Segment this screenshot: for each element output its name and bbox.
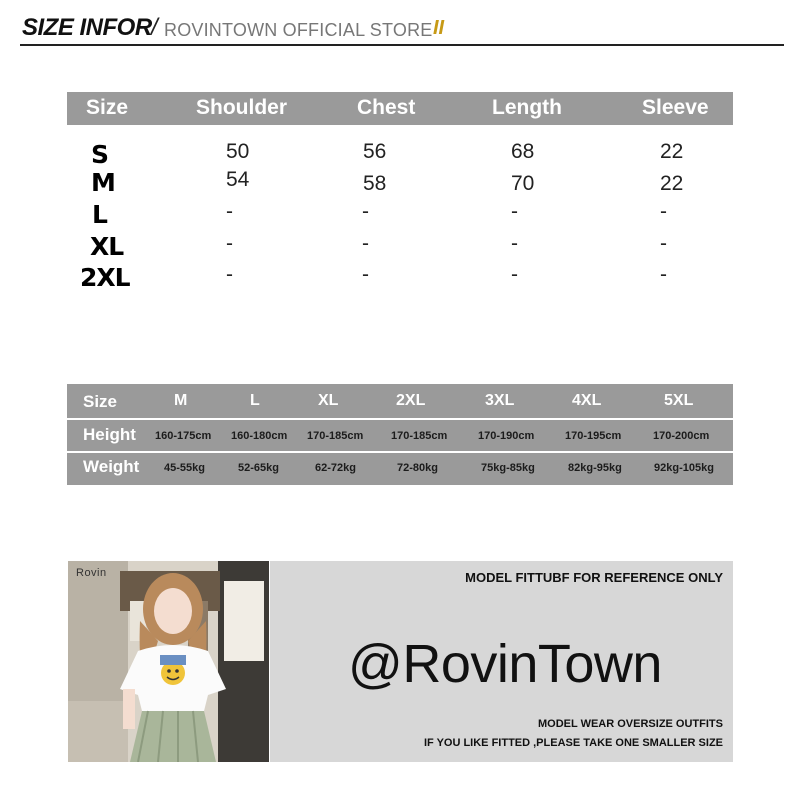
shoulder-value: -: [226, 263, 233, 286]
size-label: L: [92, 200, 107, 229]
brand-handle: @RovinTown: [348, 634, 662, 694]
sleeve-value: 22: [660, 172, 684, 195]
measurement-row-l: [67, 200, 733, 230]
size-row-label: Size: [83, 392, 118, 411]
size-label: 2XL: [80, 263, 130, 292]
weight-cell: 82kg-95kg: [568, 462, 622, 474]
size-m: M: [174, 392, 188, 409]
header-title: SIZE INFOR: [22, 14, 152, 41]
store-name: ROVINTOWN OFFICIAL STORE: [164, 20, 433, 40]
size-l: L: [250, 392, 260, 409]
weight-cell: 62-72kg: [315, 462, 356, 474]
weight-cell: 75kg-85kg: [481, 462, 535, 474]
chest-value: -: [362, 200, 369, 223]
size-label: S: [91, 140, 109, 169]
fitted-note: IF YOU LIKE FITTED ,PLEASE TAKE ONE SMALLER SIZE: [423, 737, 723, 749]
size-4xl: 4XL: [572, 392, 602, 409]
model-illustration: [68, 561, 269, 762]
chest-value: -: [362, 263, 369, 286]
shoulder-value: -: [226, 200, 233, 223]
size-row: [67, 384, 733, 416]
sleeve-value: -: [660, 200, 667, 223]
chest-value: 58: [363, 172, 387, 195]
measurement-row-m: [67, 168, 733, 198]
size-3xl: 3XL: [485, 392, 515, 409]
header-length: Length: [492, 96, 562, 119]
size-2xl: 2XL: [396, 392, 426, 409]
header-mark: II: [433, 17, 445, 39]
sleeve-value: -: [660, 263, 667, 286]
shoulder-value: 50: [226, 140, 250, 163]
header-slash: /: [151, 14, 158, 41]
info-panel: [270, 561, 733, 762]
model-photo: [68, 561, 269, 762]
shoulder-value: 54: [226, 168, 250, 191]
chest-value: -: [362, 232, 369, 255]
shoulder-value: -: [226, 232, 233, 255]
length-value: -: [511, 200, 518, 223]
weight-row-label: Weight: [83, 457, 140, 476]
header-size: Size: [86, 96, 129, 119]
length-value: 68: [511, 140, 535, 163]
photo-watermark: Rovin: [76, 567, 107, 579]
reference-note: MODEL FITTUBF FOR REFERENCE ONLY: [465, 570, 723, 585]
measurement-row-s: [67, 140, 733, 170]
weight-cell: 45-55kg: [164, 462, 205, 474]
height-cell: 170-195cm: [565, 430, 622, 442]
height-cell: 170-185cm: [391, 430, 448, 442]
sleeve-value: 22: [660, 140, 684, 163]
weight-cell: 52-65kg: [238, 462, 279, 474]
oversize-note: MODEL WEAR OVERSIZE OUTFITS: [538, 718, 723, 730]
measurement-row-2xl: [67, 263, 733, 293]
measurement-table-header: [67, 92, 733, 125]
length-value: 70: [511, 172, 535, 195]
weight-cell: 92kg-105kg: [654, 462, 714, 474]
length-value: -: [511, 263, 518, 286]
height-cell: 170-200cm: [653, 430, 710, 442]
height-row: [67, 420, 733, 452]
size-label: M: [91, 168, 115, 197]
height-cell: 170-185cm: [307, 430, 364, 442]
page-header: [20, 14, 784, 46]
weight-row: [67, 453, 733, 485]
sleeve-value: -: [660, 232, 667, 255]
size-xl: XL: [318, 392, 339, 409]
header-sleeve: Sleeve: [642, 96, 709, 119]
header-chest: Chest: [357, 96, 416, 119]
size-label: XL: [90, 232, 124, 261]
length-value: -: [511, 232, 518, 255]
size-recommendation-table: [67, 384, 733, 485]
chest-value: 56: [363, 140, 387, 163]
weight-cell: 72-80kg: [397, 462, 438, 474]
measurement-row-xl: [67, 232, 733, 262]
height-cell: 160-180cm: [231, 430, 288, 442]
height-row-label: Height: [83, 425, 136, 444]
size-5xl: 5XL: [664, 392, 694, 409]
height-cell: 160-175cm: [155, 430, 212, 442]
header-shoulder: Shoulder: [196, 96, 288, 119]
height-cell: 170-190cm: [478, 430, 535, 442]
